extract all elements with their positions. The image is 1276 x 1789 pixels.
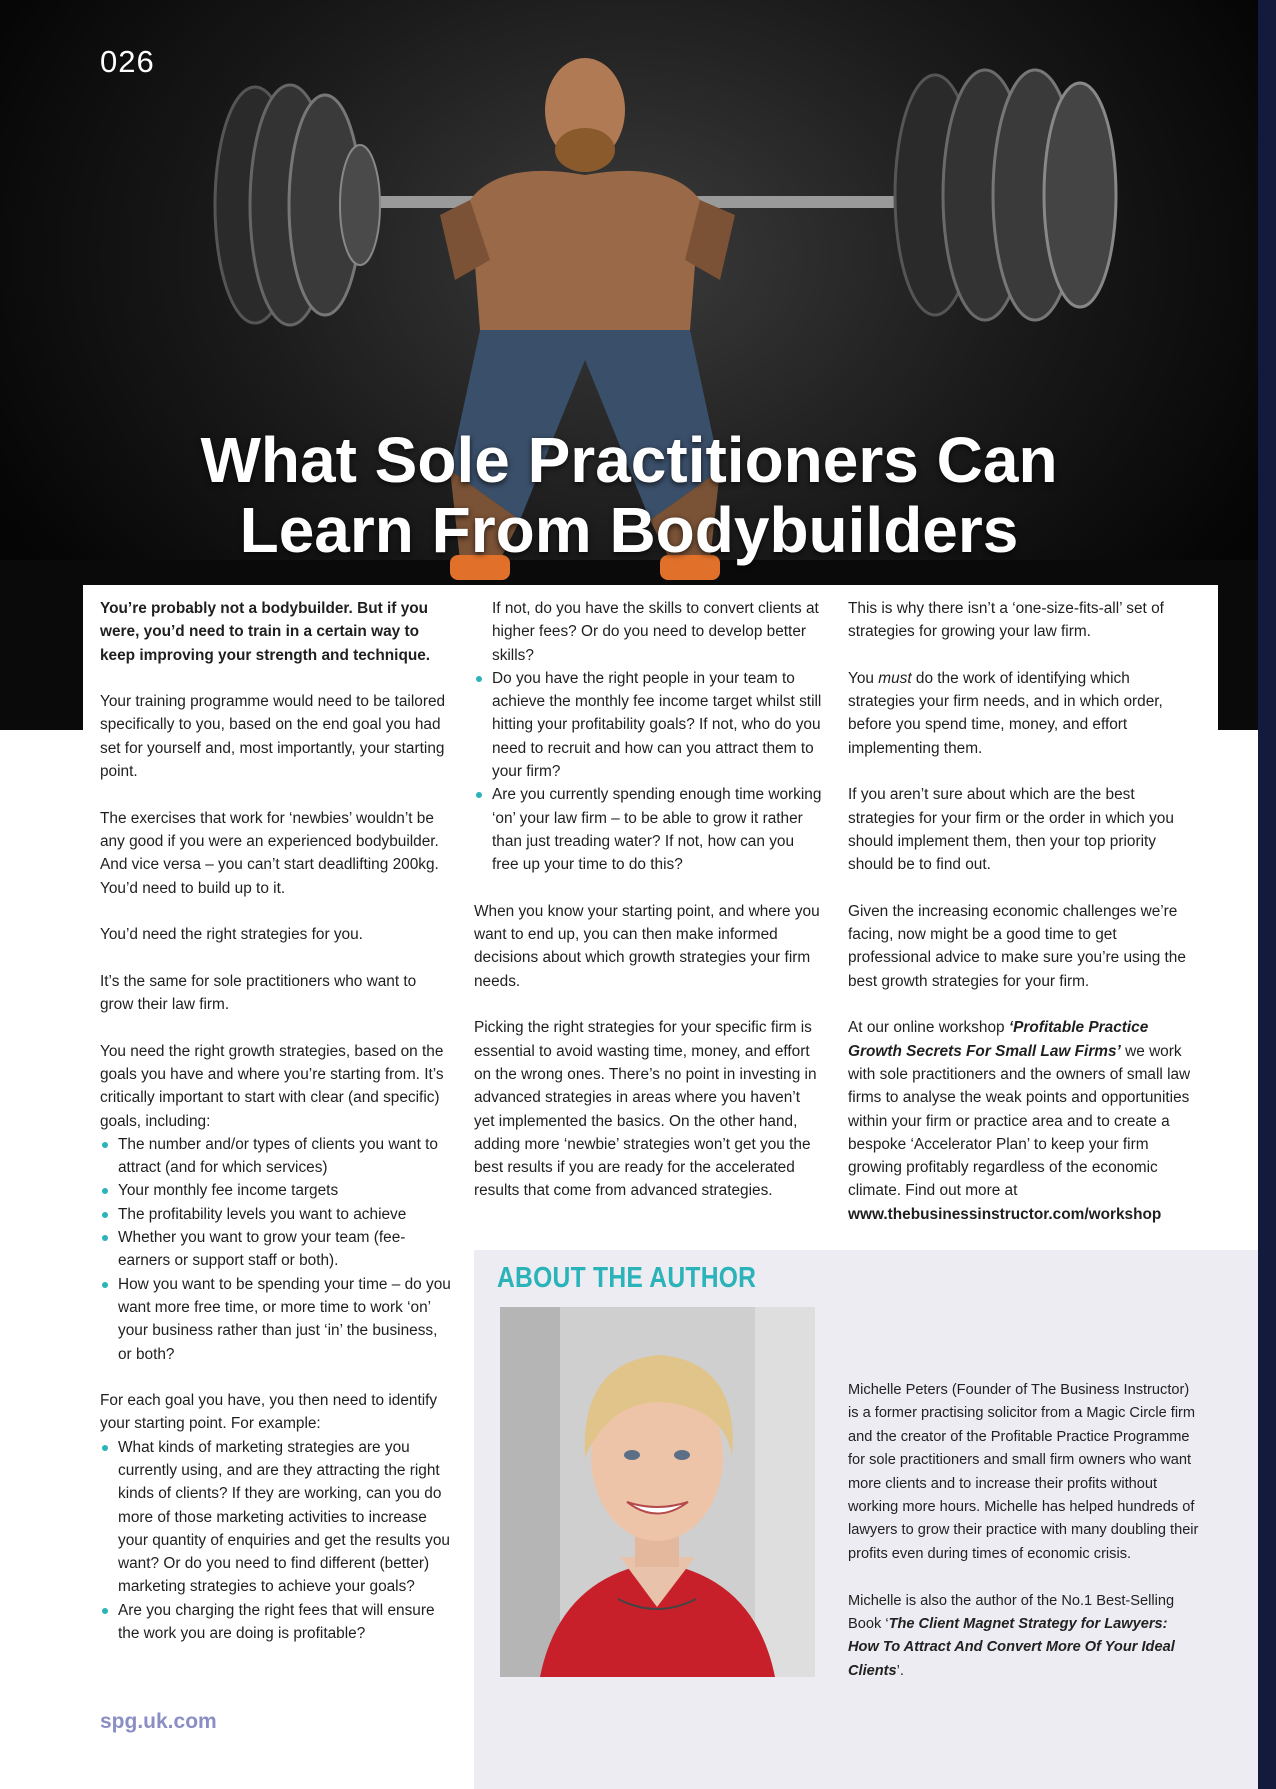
- text-run: You: [848, 669, 879, 687]
- book-title: The Client Magnet Strategy for Lawyers: How To Attract And Convert More Of Your Ideal Clients: [848, 1616, 1175, 1679]
- footer-url-link[interactable]: spg.uk.com: [100, 1710, 217, 1733]
- author-bio: [848, 1379, 1200, 1707]
- paragraph: You’d need the right strategies for you.: [100, 926, 363, 944]
- list-item: The number and/or types of clients you want to attract (and for which services): [100, 1133, 452, 1180]
- list-item: The profitability levels you want to achieve: [100, 1203, 452, 1226]
- paragraph: This is why there isn’t a ‘one-size-fits-all’ set of strategies for growing your law firm.: [848, 600, 1164, 641]
- paragraph: You need the right growth strategies, based on the goals you have and where you’re starting from. It’s critically important to start with clear (and specific) goals, including:: [100, 1042, 444, 1130]
- list-item: What kinds of marketing strategies are you currently using, and are they attracting the right kinds of clients? If they are working, can you do more of those marketing activities to increase your quantity of enquiries and get the results you want? Or do you need to find different (better) marketing strategies to achieve your goals?: [100, 1436, 452, 1599]
- text-run: do the work of identifying which strategies your firm needs, and in which order, before you spend time, money, and effort implementing them.: [848, 669, 1163, 757]
- text-run: ’.: [896, 1662, 904, 1679]
- article-title: [100, 425, 1158, 565]
- column-1: [100, 597, 452, 1669]
- author-photo: [500, 1307, 815, 1677]
- paragraph: If you aren’t sure about which are the best strategies for your firm or the order in which you should implement them, then your top priority should be to find out.: [848, 786, 1174, 874]
- title-line-1: What Sole Practitioners Can: [200, 424, 1058, 496]
- list-item: Are you charging the right fees that will ensure the work you are doing is profitable?: [100, 1599, 452, 1646]
- paragraph: It’s the same for sole practitioners who want to grow their law firm.: [100, 972, 417, 1014]
- paragraph: When you know your starting point, and where you want to end up, you can then make informed decisions about which growth strategies your firm needs.: [474, 902, 820, 990]
- intro-paragraph: You’re probably not a bodybuilder. But if you were, you’d need to train in a certain way to keep improving your strength and technique.: [100, 600, 431, 664]
- text-run: At our online workshop: [848, 1019, 1009, 1037]
- emphasis: must: [878, 669, 912, 687]
- author-portrait-illustration: [500, 1307, 815, 1677]
- page-number: 026: [100, 44, 155, 79]
- list-item: Whether you want to grow your team (fee-earners or support staff or both).: [100, 1226, 452, 1273]
- bio-paragraph: [848, 1590, 1200, 1684]
- column-2: [474, 597, 824, 1226]
- column-3: [848, 597, 1200, 1249]
- list-item: Your monthly fee income targets: [100, 1179, 452, 1202]
- text-run: we work with sole practitioners and the owners of small law firms to analyse the weak points and opportunities within your firm or practice area and to create a bespoke ‘Accelerator Plan’ to keep your firm growing profitably regardless of the economic climate. Find out more at: [848, 1042, 1191, 1200]
- list-item: How you want to be spending your time – do you want more free time, or more time to work ‘on’ your business rather than just ‘in’ the business, or both?: [100, 1273, 452, 1366]
- list-continuation: If not, do you have the skills to convert clients at higher fees? Or do you need to develop better skills?: [492, 600, 819, 664]
- text-run: Michelle is also the author of the No.1 Best-Selling Book ‘: [848, 1592, 1175, 1633]
- page-edge-strip: [1258, 0, 1276, 1789]
- workshop-name: ‘Profitable Practice Growth Secrets For Small Law Firms’: [848, 1019, 1149, 1060]
- list-item: Are you currently spending enough time working ‘on’ your law firm – to be able to grow it rather than just treading water? If not, how can you free up your time to do this?: [474, 783, 824, 876]
- examples-list: [100, 1436, 452, 1646]
- paragraph: Given the increasing economic challenges we’re facing, now might be a good time to get professional advice to make sure you’re using the best growth strategies for your firm.: [848, 902, 1186, 990]
- paragraph: [848, 667, 1200, 760]
- paragraph: Your training programme would need to be tailored specifically to you, based on the end goal you had set for yourself and, most importantly, your starting point.: [100, 693, 446, 781]
- workshop-url-link[interactable]: www.thebusinessinstructor.com/workshop: [848, 1205, 1162, 1223]
- starting-point-list: [474, 667, 824, 877]
- title-line-2: Learn From Bodybuilders: [239, 494, 1019, 566]
- paragraph: Picking the right strategies for your specific firm is essential to avoid wasting time, money, and effort on the wrong ones. There’s no point in investing in advanced strategies in areas where you haven’t yet implemented the basics. On the other hand, adding more ‘newbie’ strategies won’t get you the best results if you are ready for the accelerated results that come from advanced strategies.: [474, 1019, 817, 1200]
- goals-list: [100, 1133, 452, 1366]
- paragraph: [848, 1016, 1200, 1226]
- paragraph: The exercises that work for ‘newbies’ wouldn’t be any good if you were an experienced bodybuilder. And vice versa – you can’t start deadlifting 200kg. You’d need to build up to it.: [100, 809, 439, 897]
- list-item: Do you have the right people in your team to achieve the monthly fee income target whilst still hitting your profitability goals? If not, who do you need to recruit and how can you attract them to your firm?: [474, 667, 824, 783]
- about-author-heading: ABOUT THE AUTHOR: [497, 1262, 757, 1294]
- paragraph: For each goal you have, you then need to identify your starting point. For example:: [100, 1392, 438, 1433]
- bio-paragraph: Michelle Peters (Founder of The Business Instructor) is a former practising solicitor from a Magic Circle firm and the creator of the Profitable Practice Programme for sole practitioners and small firm owners who want more clients and to increase their profits without working more hours. Michelle has helped hundreds of lawyers to grow their practice with many doubling their profits even during times of economic crisis.: [848, 1382, 1199, 1562]
